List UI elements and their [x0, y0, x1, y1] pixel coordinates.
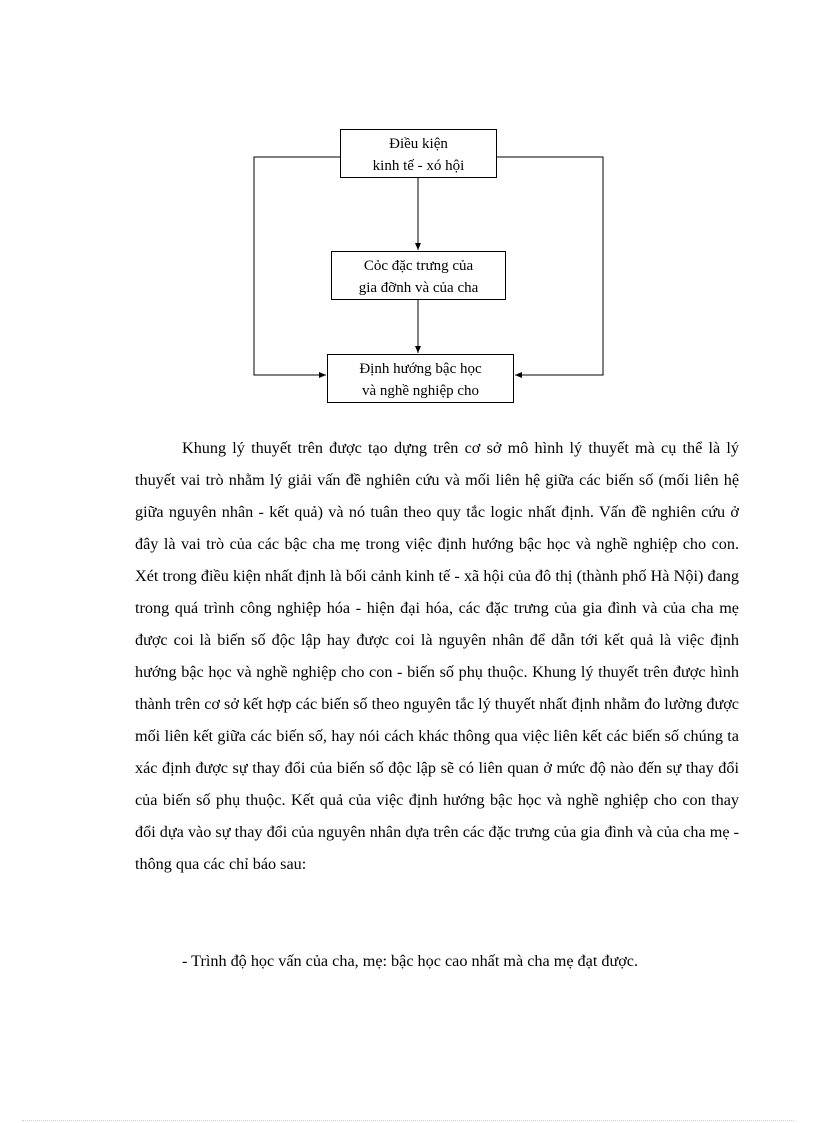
box-top-line2: kinh tế - xó hội	[372, 158, 465, 174]
box-top-line1: Điều kiện	[389, 136, 448, 152]
bullet-item: - Trình độ học vấn của cha, mẹ: bậc học cao nhất mà cha mẹ đạt được.	[182, 952, 639, 970]
arrow-left-loop	[254, 157, 340, 375]
arrow-right-loop	[497, 157, 603, 375]
body-paragraph: Khung lý thuyết trên được tạo dựng trên cơ sở mô hình lý thuyết mà cụ thể là lý thuyết vai trò nhằm lý giải vấn đề nghiên cứu và mối liên hệ giữa các biến số (mối liên hệ giữa nguyên nhân - kết quả) và nó tuân theo quy tắc logic nhất định. Vấn đề nghiên cứu ở đây là vai trò của các bậc cha mẹ trong việc định hướng bậc học và nghề nghiệp cho con. Xét trong điều kiện nhất định là bối cảnh kinh tế - xã hội của đô thị (thành phố Hà Nội) đang trong quá trình công nghiệp hóa - hiện đại hóa, các đặc trưng của gia đình và của cha mẹ được coi là biến số độc lập hay được coi là nguyên nhân để dẫn tới kết quả là việc định hướng bậc học và nghề nghiệp cho con - biến số phụ thuộc. Khung lý thuyết trên được hình thành trên cơ sở kết hợp các biến số theo nguyên tắc lý thuyết nhất định nhằm đo lường được mối liên kết giữa các biến số, hay nói cách khác thông qua việc liên kết các biến số chúng ta xác định được sự thay đổi của biến số độc lập sẽ có liên quan ở mức độ nào đến sự thay đổi của biến số phụ thuộc. Kết quả của việc định hướng bậc học và nghề nghiệp cho con thay đổi dựa vào sự thay đổi của nguyên nhân dựa trên các đặc trưng của gia đình và của cha mẹ - thông qua các chỉ báo sau:	[135, 439, 739, 873]
box-family-characteristics	[331, 251, 506, 300]
page-bottom-rule	[22, 1120, 794, 1121]
box-education-career-orientation	[327, 354, 514, 403]
box-bot-line2: và nghề nghiệp cho	[361, 383, 480, 399]
box-bot-line1: Định hướng bậc học	[359, 361, 482, 377]
box-mid-line2: gia đỡnh và của cha	[358, 280, 479, 296]
box-economic-social-conditions	[340, 129, 497, 178]
box-mid-line1: Cỏc đặc trưng của	[363, 258, 474, 274]
